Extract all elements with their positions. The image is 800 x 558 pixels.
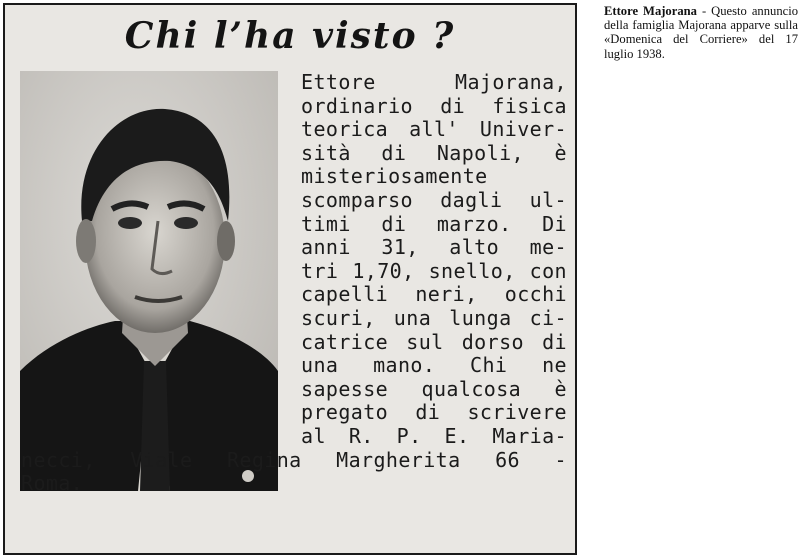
text-line: al R. P. E. Maria- <box>301 423 567 448</box>
text-line: ordinario di fisica <box>301 93 567 118</box>
text-line: tri 1,70, snello, con <box>301 258 567 283</box>
caption-text: - Questo annuncio della famiglia Majorana apparve sulla «Domenica del Corriere» del 17 luglio 1938. <box>604 4 799 61</box>
text-line: scuri, una lunga ci- <box>301 305 567 330</box>
text-line: Ettore Majorana, <box>301 70 567 94</box>
text-line: catrice sul dorso di <box>301 329 567 354</box>
text-line: sità di Napoli, è <box>301 140 567 165</box>
headline: Chi l’ha visto ? <box>124 15 456 57</box>
text-line: una mano. Chi ne <box>301 353 567 378</box>
photo-caption <box>604 4 798 61</box>
text-line: misteriosamente <box>301 164 488 189</box>
announcement-text <box>21 71 567 496</box>
text-line: sapesse qualcosa è <box>301 376 567 401</box>
text-line: pregato di scrivere <box>301 400 567 425</box>
caption-name: Ettore Majorana <box>604 4 697 18</box>
text-line: timi di marzo. Di <box>301 211 567 236</box>
text-line: necci, Viale Regina Margherita 66 - <box>21 447 567 472</box>
text-line: capelli neri, occhi <box>301 282 567 307</box>
text-line: teorica all' Univer- <box>301 117 567 142</box>
newspaper-clipping <box>3 3 577 555</box>
text-line: Roma. <box>21 471 84 496</box>
text-line: anni 31, alto me- <box>301 235 567 260</box>
text-line: scomparso dagli ul- <box>301 187 567 212</box>
